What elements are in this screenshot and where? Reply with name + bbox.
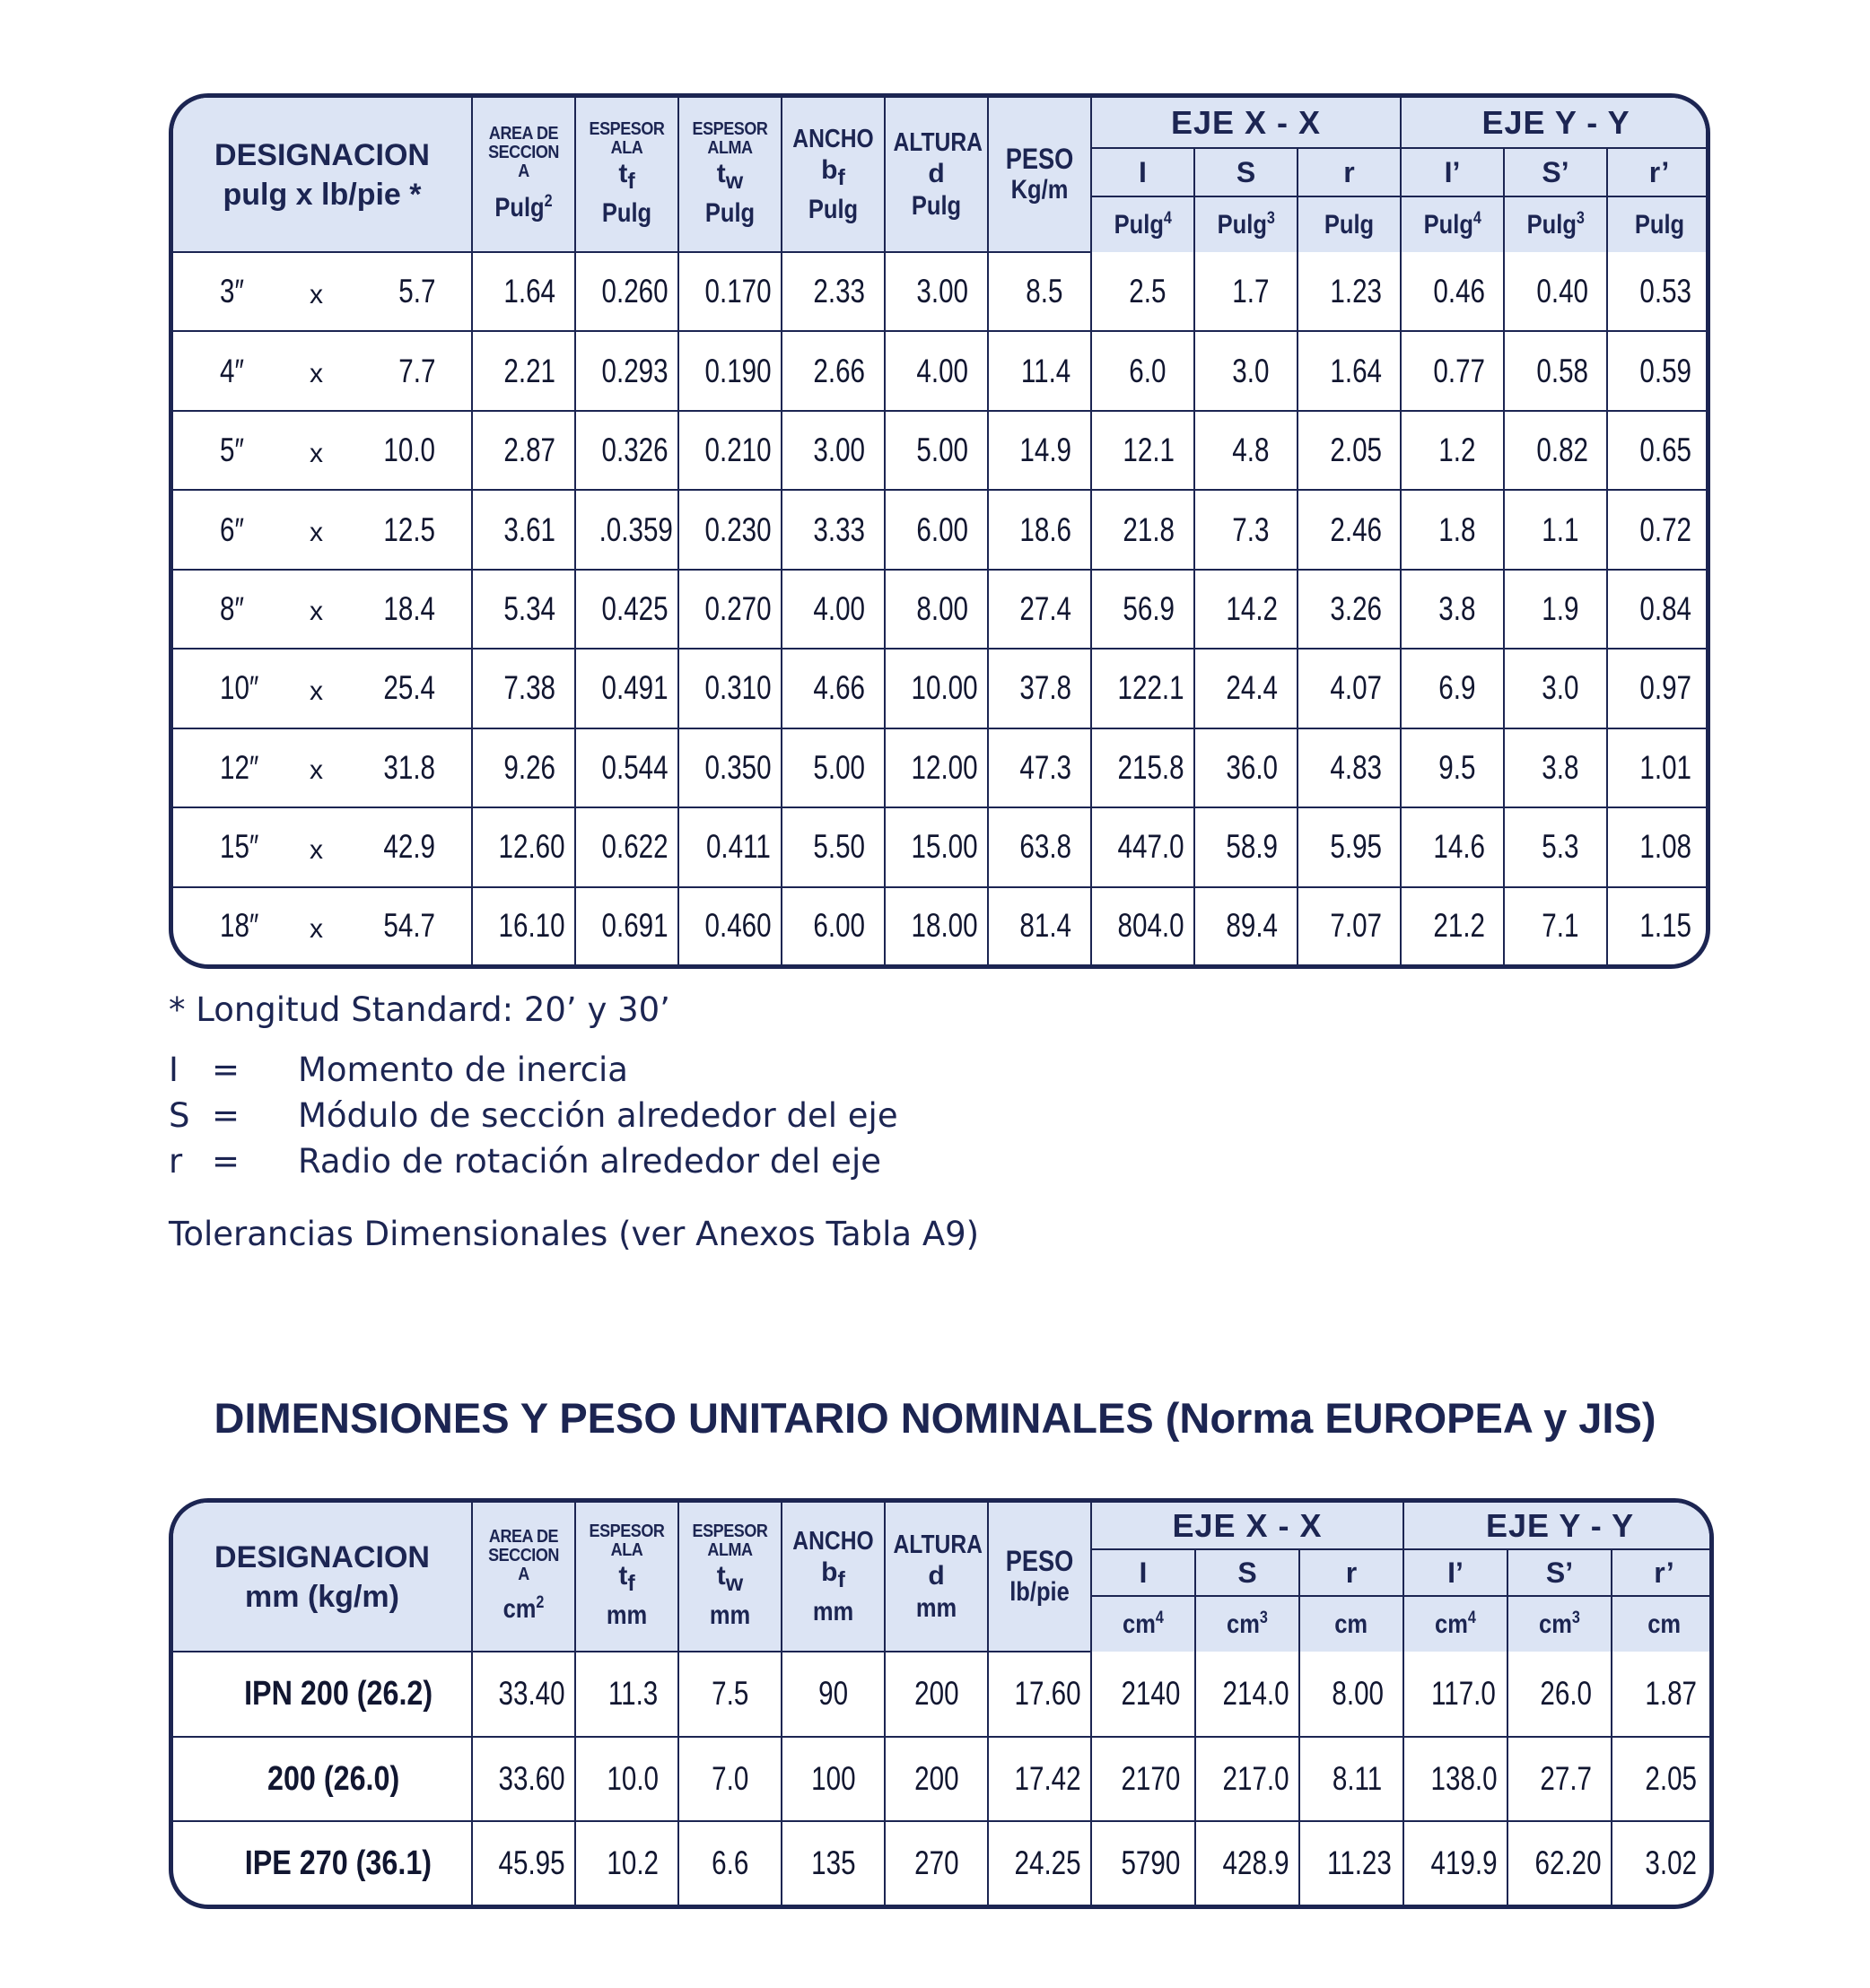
table-row bbox=[173, 1737, 1714, 1822]
header-sub-s: S bbox=[1195, 1549, 1299, 1596]
designation-x: x bbox=[310, 755, 323, 786]
table-row bbox=[173, 331, 1710, 410]
table-cell: 1.9 bbox=[1504, 570, 1607, 649]
header-area: AREA DE SECCION A $cm^2$ bbox=[472, 1503, 575, 1652]
designation-cell bbox=[173, 252, 472, 331]
table-cell: 27.4 bbox=[988, 570, 1091, 649]
table-cell: 0.40 bbox=[1504, 252, 1607, 331]
table-cell: 122.1 bbox=[1091, 649, 1194, 728]
note-def-r: r = Radio de rotación alrededor del eje bbox=[169, 1142, 881, 1181]
table-cell: 2.05 bbox=[1298, 411, 1401, 490]
table-cell: 3.00 bbox=[885, 252, 988, 331]
table-cell: 11.23 bbox=[1299, 1821, 1403, 1905]
table-cell: 90 bbox=[782, 1652, 885, 1737]
header-sub-s-prime: S’ bbox=[1504, 148, 1607, 196]
table-cell: 8.5 bbox=[988, 252, 1091, 331]
designation-cell: IPE 270 (36.1) bbox=[173, 1821, 472, 1905]
designation-weight: 54.7 bbox=[383, 907, 435, 945]
table-cell: 24.25 bbox=[988, 1821, 1091, 1905]
table-cell: 10.00 bbox=[885, 649, 988, 728]
table-cell: 10.0 bbox=[575, 1737, 678, 1822]
table-row bbox=[173, 252, 1710, 331]
table-cell: 89.4 bbox=[1194, 887, 1298, 965]
table-cell: 804.0 bbox=[1091, 887, 1194, 965]
table-cell: 16.10 bbox=[472, 887, 575, 965]
designation-cell bbox=[173, 807, 472, 886]
header-sub-r: r bbox=[1298, 148, 1401, 196]
header-eje-y: EJE Y - Y bbox=[1401, 98, 1710, 148]
designation-cell bbox=[173, 490, 472, 569]
table-cell: 4.00 bbox=[782, 570, 885, 649]
table-row bbox=[173, 728, 1710, 807]
header-sub-i-prime: I’ bbox=[1403, 1549, 1507, 1596]
table-row bbox=[173, 1652, 1714, 1737]
table-row bbox=[173, 570, 1710, 649]
table-cell: 5.95 bbox=[1298, 807, 1401, 886]
table-cell: 14.2 bbox=[1194, 570, 1298, 649]
table-cell: 0.260 bbox=[575, 252, 678, 331]
table-cell: 11.3 bbox=[575, 1652, 678, 1737]
table-cell: 0.170 bbox=[678, 252, 782, 331]
designation-x: x bbox=[310, 913, 323, 944]
table-cell: 1.15 bbox=[1607, 887, 1710, 965]
header-sub-r-prime: r’ bbox=[1607, 148, 1710, 196]
table-cell: 4.66 bbox=[782, 649, 885, 728]
table-cell: 7.38 bbox=[472, 649, 575, 728]
designation-weight: 12.5 bbox=[383, 510, 435, 548]
table-cell: 0.84 bbox=[1607, 570, 1710, 649]
table-cell: 0.270 bbox=[678, 570, 782, 649]
table-cell: 215.8 bbox=[1091, 728, 1194, 807]
header-unit: $cm^3$ bbox=[1195, 1596, 1299, 1652]
table-cell: 1.64 bbox=[472, 252, 575, 331]
table-cell: 47.3 bbox=[988, 728, 1091, 807]
table-cell: 15.00 bbox=[885, 807, 988, 886]
table-cell: 2.5 bbox=[1091, 252, 1194, 331]
table-cell: 0.326 bbox=[575, 411, 678, 490]
table-cell: 0.425 bbox=[575, 570, 678, 649]
table-cell: 6.00 bbox=[782, 887, 885, 965]
designation-weight: 25.4 bbox=[383, 669, 435, 707]
table-row bbox=[173, 649, 1710, 728]
designation-cell bbox=[173, 570, 472, 649]
header-eje-x: EJE X - X bbox=[1091, 98, 1401, 148]
table-cell: 5.34 bbox=[472, 570, 575, 649]
table-cell: 1.2 bbox=[1401, 411, 1504, 490]
table-cell: 1.23 bbox=[1298, 252, 1401, 331]
table-cell: 36.0 bbox=[1194, 728, 1298, 807]
table-cell: 1.01 bbox=[1607, 728, 1710, 807]
table-cell: 2.21 bbox=[472, 331, 575, 410]
header-unit: cm bbox=[1299, 1596, 1403, 1652]
table-cell: 2.66 bbox=[782, 331, 885, 410]
header-unit: $cm^4$ bbox=[1091, 1596, 1195, 1652]
designation-size: 15″ bbox=[220, 828, 259, 866]
table-cell: 1.64 bbox=[1298, 331, 1401, 410]
table-cell: 428.9 bbox=[1195, 1821, 1299, 1905]
header-peso: PESO Kg/m bbox=[988, 98, 1091, 252]
table-cell: 17.42 bbox=[988, 1737, 1091, 1822]
table-cell: 5.00 bbox=[782, 728, 885, 807]
table-cell: 1.1 bbox=[1504, 490, 1607, 569]
table-cell: 3.61 bbox=[472, 490, 575, 569]
note-longitud: * Longitud Standard: 20’ y 30’ bbox=[169, 990, 670, 1029]
table-cell: 10.2 bbox=[575, 1821, 678, 1905]
table-row bbox=[173, 411, 1710, 490]
table-cell: 7.0 bbox=[678, 1737, 782, 1822]
header-espesor-alma: ESPESOR ALMA $t_w$ Pulg bbox=[678, 98, 782, 252]
header-sub-i: I bbox=[1091, 148, 1194, 196]
table-cell: 5.3 bbox=[1504, 807, 1607, 886]
table-cell: 1.08 bbox=[1607, 807, 1710, 886]
header-unit: Pulg$^3$ bbox=[1194, 196, 1298, 252]
table-cell: 0.210 bbox=[678, 411, 782, 490]
designation-x: x bbox=[310, 676, 323, 706]
designation-x: x bbox=[310, 279, 323, 310]
note-tolerancias: Tolerancias Dimensionales (ver Anexos Tabla A9) bbox=[169, 1215, 980, 1253]
table-cell: 18.00 bbox=[885, 887, 988, 965]
table-cell: 0.53 bbox=[1607, 252, 1710, 331]
table-cell: 21.8 bbox=[1091, 490, 1194, 569]
table-cell: 0.460 bbox=[678, 887, 782, 965]
table-cell: 12.1 bbox=[1091, 411, 1194, 490]
table-cell: .0.359 bbox=[575, 490, 678, 569]
designation-x: x bbox=[310, 834, 323, 865]
table-europea-jis bbox=[169, 1498, 1714, 1909]
header-designacion: DESIGNACION pulg x lb/pie * bbox=[173, 98, 472, 252]
designation-weight: 5.7 bbox=[398, 273, 435, 310]
header-unit: $cm^3$ bbox=[1507, 1596, 1612, 1652]
table-cell: 56.9 bbox=[1091, 570, 1194, 649]
header-unit: Pulg$^3$ bbox=[1504, 196, 1607, 252]
table-cell: 1.8 bbox=[1401, 490, 1504, 569]
table-cell: 62.20 bbox=[1507, 1821, 1612, 1905]
table-cell: 3.8 bbox=[1504, 728, 1607, 807]
table-cell: 1.87 bbox=[1612, 1652, 1714, 1737]
designation-weight: 42.9 bbox=[383, 828, 435, 866]
header-unit: Pulg bbox=[1607, 196, 1710, 252]
table-cell: 5790 bbox=[1091, 1821, 1195, 1905]
table-cell: 8.00 bbox=[1299, 1652, 1403, 1737]
table-cell: 2.46 bbox=[1298, 490, 1401, 569]
header-designacion: DESIGNACION mm (kg/m) bbox=[173, 1503, 472, 1652]
designation-x: x bbox=[310, 359, 323, 389]
designation-cell: IPN 200 (26.2) bbox=[173, 1652, 472, 1737]
table-cell: 3.00 bbox=[782, 411, 885, 490]
designation-size: 3″ bbox=[220, 273, 244, 310]
table-cell: 200 bbox=[885, 1737, 988, 1822]
section-title: DIMENSIONES Y PESO UNITARIO NOMINALES (Norma EUROPEA y JIS) bbox=[214, 1394, 1656, 1442]
table-cell: 14.6 bbox=[1401, 807, 1504, 886]
header-espesor-alma: ESPESOR ALMA $t_w$ mm bbox=[678, 1503, 782, 1652]
designation-weight: 7.7 bbox=[398, 352, 435, 389]
table-cell: 6.6 bbox=[678, 1821, 782, 1905]
table-row bbox=[173, 807, 1710, 886]
table-cell: 214.0 bbox=[1195, 1652, 1299, 1737]
designation-weight: 18.4 bbox=[383, 589, 435, 627]
table-cell: 4.00 bbox=[885, 331, 988, 410]
table-cell: 4.8 bbox=[1194, 411, 1298, 490]
header-eje-y: EJE Y - Y bbox=[1403, 1503, 1714, 1549]
note-def-i: I = Momento de inercia bbox=[169, 1051, 628, 1089]
table-cell: 447.0 bbox=[1091, 807, 1194, 886]
table-cell: 2140 bbox=[1091, 1652, 1195, 1737]
header-altura: ALTURA d mm bbox=[885, 1503, 988, 1652]
table-cell: 0.491 bbox=[575, 649, 678, 728]
table-cell: 0.97 bbox=[1607, 649, 1710, 728]
table-american bbox=[169, 93, 1710, 969]
designation-size: 12″ bbox=[220, 748, 259, 786]
designation-size: 18″ bbox=[220, 907, 259, 945]
designation-cell bbox=[173, 887, 472, 965]
header-unit: $cm^4$ bbox=[1403, 1596, 1507, 1652]
table-cell: 117.0 bbox=[1403, 1652, 1507, 1737]
designation-cell bbox=[173, 728, 472, 807]
table-cell: 7.5 bbox=[678, 1652, 782, 1737]
designation-x: x bbox=[310, 438, 323, 468]
table-cell: 3.0 bbox=[1194, 331, 1298, 410]
header-sub-i: I bbox=[1091, 1549, 1195, 1596]
table-cell: 2.87 bbox=[472, 411, 575, 490]
table-cell: 3.8 bbox=[1401, 570, 1504, 649]
table-cell: 7.1 bbox=[1504, 887, 1607, 965]
header-peso: PESO lb/pie bbox=[988, 1503, 1091, 1652]
designation-x: x bbox=[310, 517, 323, 547]
table-cell: 33.60 bbox=[472, 1737, 575, 1822]
table-cell: 2.05 bbox=[1612, 1737, 1714, 1822]
table-cell: 12.00 bbox=[885, 728, 988, 807]
table-cell: 419.9 bbox=[1403, 1821, 1507, 1905]
note-def-s: S = Módulo de sección alrededor del eje bbox=[169, 1096, 898, 1135]
table-row bbox=[173, 887, 1710, 965]
table-cell: 5.50 bbox=[782, 807, 885, 886]
table-cell: 17.60 bbox=[988, 1652, 1091, 1737]
table-cell: 9.26 bbox=[472, 728, 575, 807]
table-cell: 0.411 bbox=[678, 807, 782, 886]
table-cell: 0.230 bbox=[678, 490, 782, 569]
table-cell: 138.0 bbox=[1403, 1737, 1507, 1822]
table-cell: 0.59 bbox=[1607, 331, 1710, 410]
designation-size: 6″ bbox=[220, 510, 244, 548]
table-cell: 58.9 bbox=[1194, 807, 1298, 886]
header-sub-r: r bbox=[1299, 1549, 1403, 1596]
table-cell: 135 bbox=[782, 1821, 885, 1905]
table-cell: 24.4 bbox=[1194, 649, 1298, 728]
header-sub-r-prime: r’ bbox=[1612, 1549, 1714, 1596]
table-cell: 2.33 bbox=[782, 252, 885, 331]
table-cell: 21.2 bbox=[1401, 887, 1504, 965]
designation-cell bbox=[173, 411, 472, 490]
table-cell: 270 bbox=[885, 1821, 988, 1905]
table-cell: 0.82 bbox=[1504, 411, 1607, 490]
table-cell: 0.65 bbox=[1607, 411, 1710, 490]
table-cell: 5.00 bbox=[885, 411, 988, 490]
table-cell: 27.7 bbox=[1507, 1737, 1612, 1822]
table-cell: 217.0 bbox=[1195, 1737, 1299, 1822]
table-cell: 0.310 bbox=[678, 649, 782, 728]
table-cell: 12.60 bbox=[472, 807, 575, 886]
header-unit: Pulg$^4$ bbox=[1091, 196, 1194, 252]
table-cell: 45.95 bbox=[472, 1821, 575, 1905]
header-unit: Pulg$^4$ bbox=[1401, 196, 1504, 252]
table-cell: 3.02 bbox=[1612, 1821, 1714, 1905]
table-row bbox=[173, 1821, 1714, 1905]
table-cell: 7.3 bbox=[1194, 490, 1298, 569]
table-cell: 81.4 bbox=[988, 887, 1091, 965]
table-cell: 1.7 bbox=[1194, 252, 1298, 331]
designation-weight: 31.8 bbox=[383, 748, 435, 786]
table-cell: 4.83 bbox=[1298, 728, 1401, 807]
header-ancho: ANCHO $b_f$ mm bbox=[782, 1503, 885, 1652]
header-espesor-ala: ESPESOR ALA $t_f$ Pulg bbox=[575, 98, 678, 252]
designation-size: 4″ bbox=[220, 352, 244, 389]
table-cell: 0.58 bbox=[1504, 331, 1607, 410]
table-cell: 0.293 bbox=[575, 331, 678, 410]
designation-cell bbox=[173, 331, 472, 410]
table-cell: 14.9 bbox=[988, 411, 1091, 490]
table-cell: 3.26 bbox=[1298, 570, 1401, 649]
designation-cell: 200 (26.0) bbox=[173, 1737, 472, 1822]
table-cell: 6.9 bbox=[1401, 649, 1504, 728]
table-cell: 18.6 bbox=[988, 490, 1091, 569]
table-cell: 7.07 bbox=[1298, 887, 1401, 965]
designation-size: 5″ bbox=[220, 432, 244, 469]
designation-cell bbox=[173, 649, 472, 728]
header-unit: Pulg bbox=[1298, 196, 1401, 252]
header-unit: cm bbox=[1612, 1596, 1714, 1652]
designation-size: 8″ bbox=[220, 589, 244, 627]
header-sub-s: S bbox=[1194, 148, 1298, 196]
table-cell: 9.5 bbox=[1401, 728, 1504, 807]
table-cell: 0.46 bbox=[1401, 252, 1504, 331]
table-cell: 26.0 bbox=[1507, 1652, 1612, 1737]
table-cell: 6.00 bbox=[885, 490, 988, 569]
header-ancho: ANCHO $b_f$ Pulg bbox=[782, 98, 885, 252]
table-cell: 3.0 bbox=[1504, 649, 1607, 728]
table-cell: 0.622 bbox=[575, 807, 678, 886]
header-sub-i-prime: I’ bbox=[1401, 148, 1504, 196]
table-cell: 8.00 bbox=[885, 570, 988, 649]
table-cell: 33.40 bbox=[472, 1652, 575, 1737]
table-cell: 0.77 bbox=[1401, 331, 1504, 410]
designation-weight: 10.0 bbox=[383, 432, 435, 469]
table-cell: 11.4 bbox=[988, 331, 1091, 410]
header-area: AREA DE SECCION A Pulg$^2$ bbox=[472, 98, 575, 252]
table-row bbox=[173, 490, 1710, 569]
designation-x: x bbox=[310, 597, 323, 627]
table-cell: 0.72 bbox=[1607, 490, 1710, 569]
table-cell: 0.691 bbox=[575, 887, 678, 965]
header-altura: ALTURA d Pulg bbox=[885, 98, 988, 252]
header-espesor-ala: ESPESOR ALA $t_f$ mm bbox=[575, 1503, 678, 1652]
table-cell: 0.544 bbox=[575, 728, 678, 807]
table-cell: 8.11 bbox=[1299, 1737, 1403, 1822]
table-cell: 100 bbox=[782, 1737, 885, 1822]
header-eje-x: EJE X - X bbox=[1091, 1503, 1403, 1549]
table-cell: 0.350 bbox=[678, 728, 782, 807]
table-cell: 4.07 bbox=[1298, 649, 1401, 728]
table-cell: 200 bbox=[885, 1652, 988, 1737]
table-cell: 37.8 bbox=[988, 649, 1091, 728]
table-cell: 3.33 bbox=[782, 490, 885, 569]
designation-size: 10″ bbox=[220, 669, 259, 707]
table-cell: 2170 bbox=[1091, 1737, 1195, 1822]
notes bbox=[169, 987, 979, 1257]
header-sub-s-prime: S’ bbox=[1507, 1549, 1612, 1596]
table-cell: 63.8 bbox=[988, 807, 1091, 886]
table-cell: 6.0 bbox=[1091, 331, 1194, 410]
table-cell: 0.190 bbox=[678, 331, 782, 410]
